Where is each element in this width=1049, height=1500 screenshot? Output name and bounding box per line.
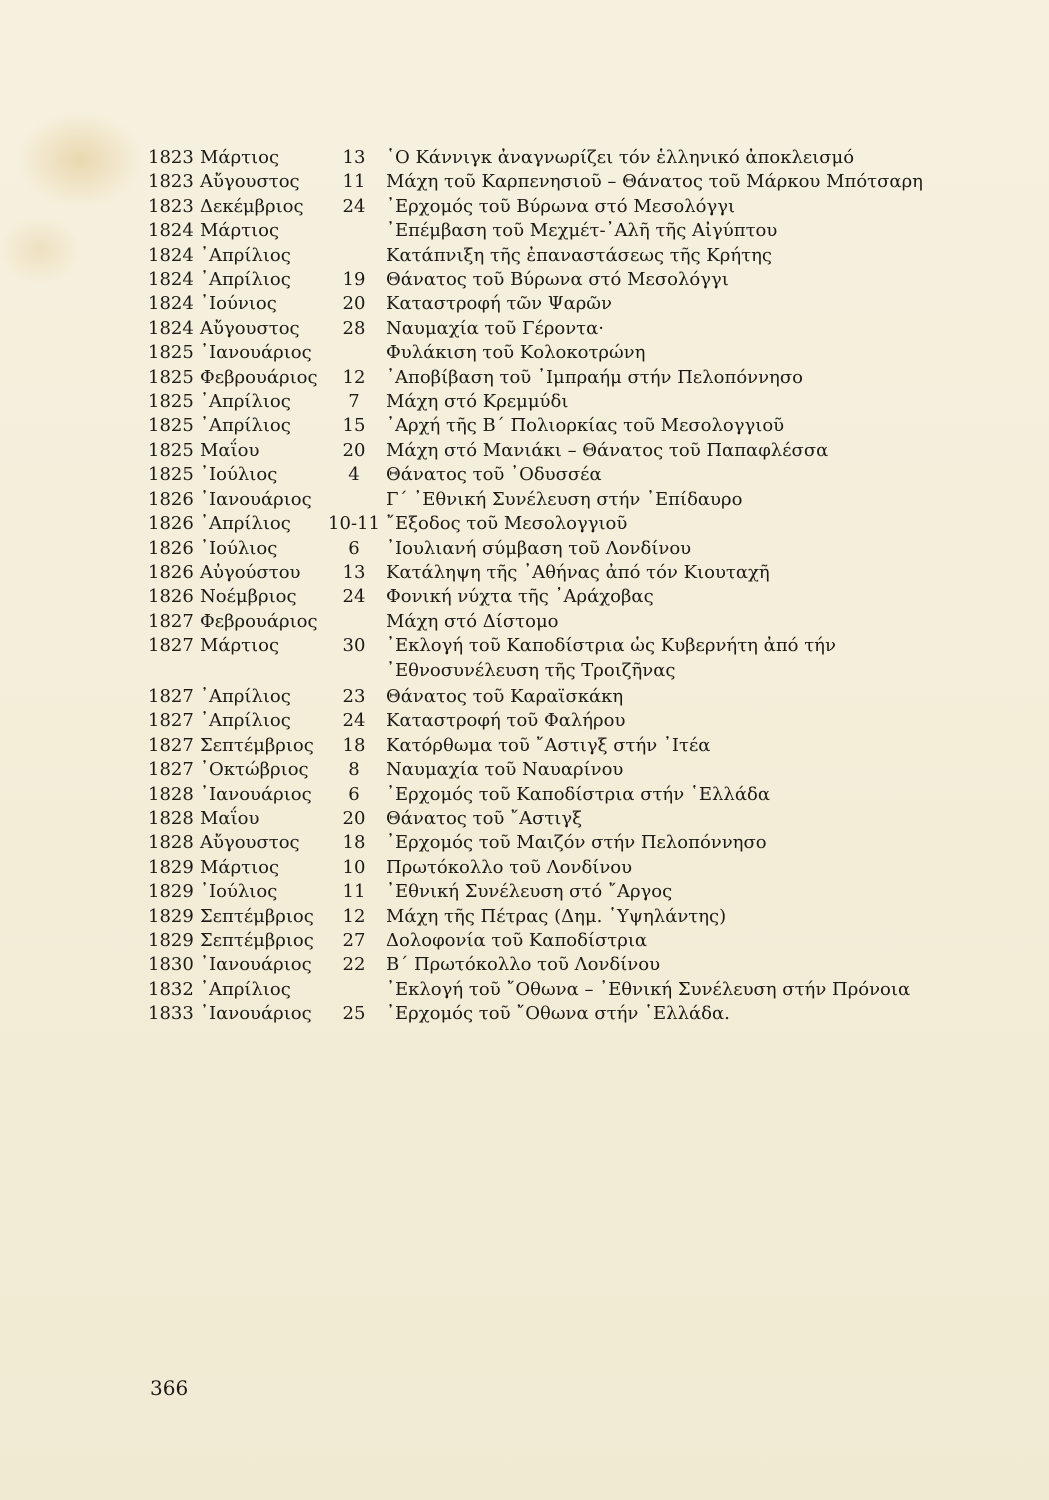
entry-year: 1823 [148,171,194,193]
entry-month: ᾿Ιανουάριος [200,488,312,510]
entry-month: Φεβρουάριος [200,610,318,632]
chronology-entry [148,146,1008,170]
entry-year: 1832 [148,978,194,1000]
entry-month: ᾿Απρίλιος [200,978,291,1000]
entry-month: Μάρτιος [200,220,280,242]
entry-year: 1825 [148,342,194,364]
entry-month: ᾿Απρίλιος [200,269,291,291]
entry-year: 1827 [148,710,194,732]
entry-event-line: Πρωτόκολλο τοῦ Λονδίνου [386,856,633,878]
entry-month: ᾿Ιανουάριος [200,342,312,364]
entry-event-line: ᾿Εθνική Συνέλευση στό ῎Αργος [386,881,673,903]
entry-month: ᾿Ιανουάριος [200,1003,312,1025]
entry-month: Σεπτέμβριος [200,930,314,951]
entry-event-line: Θάνατος τοῦ Βύρωνα στό Μεσολόγγι [386,269,729,291]
entry-event [386,463,1008,487]
entry-day: 23 [342,685,366,707]
chronology-entry [148,512,1008,536]
entry-day: 15 [342,415,366,437]
entry-year: 1824 [148,293,194,315]
entry-day: 24 [342,586,366,608]
chronology-entry [148,195,1008,219]
entry-month: Μάρτιος [200,147,280,168]
entry-event [386,734,1008,758]
entry-month: Αὔγουστος [200,317,300,339]
entry-event [386,195,1008,219]
entry-year: 1823 [148,195,194,217]
entry-event [386,488,1008,512]
chronology-entry [148,537,1008,561]
entry-day: 25 [342,1003,366,1025]
entry-event-line: ῎Εξοδος τοῦ Μεσολογγιοῦ [386,513,628,535]
entry-event-line: Ναυμαχία τοῦ Γέροντα· [386,317,605,339]
entry-event-line: Φυλάκιση τοῦ Κολοκοτρώνη [386,342,646,364]
entry-day: 24 [342,195,366,217]
entry-month: ᾿Οκτώβριος [200,759,309,781]
entry-event-line: Μάχη στό Δίστομο [386,610,559,632]
entry-year: 1829 [148,856,194,878]
entry-month: ᾿Ιούνιος [200,293,277,315]
entry-event-line: Δολοφονία τοῦ Καποδίστρια [386,930,648,951]
entry-year: 1826 [148,488,194,510]
chronology-entry [148,561,1008,585]
entry-event-line: Ναυμαχία τοῦ Ναυαρίνου [386,759,624,781]
entry-month: Μαΐου [200,439,260,461]
entry-month: Αὔγουστος [200,832,300,854]
page-number: 366 [150,1376,189,1400]
chronology-entry [148,953,1008,977]
entry-day: 22 [342,954,366,976]
chronology-entry [148,268,1008,292]
entry-event-line: ᾿Ερχομός τοῦ ῎Οθωνα στήν ῾Ελλάδα. [386,1003,730,1025]
entry-event [386,880,1008,904]
entry-year: 1827 [148,610,194,632]
entry-month: ᾿Ιανουάριος [200,954,312,976]
entry-day: 20 [342,807,366,829]
entry-day: 11 [342,171,366,193]
entry-day: 20 [342,439,366,461]
entry-day: 24 [342,710,366,732]
entry-event-line: Κατάπνιξη τῆς ἐπαναστάσεως τῆς Κρήτης [386,244,772,266]
entry-event-line: Θάνατος τοῦ Καραϊσκάκη [386,685,624,707]
entry-event [386,856,1008,880]
entry-month: Φεβρουάριος [200,366,318,388]
chronology-entry [148,831,1008,855]
chronology-entry [148,610,1008,634]
entry-event-line: Καταστροφή τοῦ Φαλήρου [386,710,626,732]
chronology-entry [148,685,1008,709]
entry-event [386,439,1008,463]
entry-day: 18 [342,832,366,854]
entry-day: 7 [348,391,360,413]
entry-month: Σεπτέμβριος [200,734,314,756]
entry-month: Μάρτιος [200,856,280,878]
entry-event-line: Θάνατος τοῦ ῎Αστιγξ [386,807,583,829]
chronology-entry [148,634,1008,683]
entry-event [386,807,1008,831]
chronology-entry [148,807,1008,831]
entry-event [386,585,1008,609]
entry-month: ᾿Απρίλιος [200,513,291,535]
entry-event [386,268,1008,292]
entry-event-line: ᾿Εκλογή τοῦ Καποδίστρια ὡς Κυβερνήτη ἀπό τήν [386,635,836,657]
entry-event [386,978,1008,1002]
entry-event-line: Γ΄ ᾿Εθνική Συνέλευση στήν ᾿Επίδαυρο [386,488,743,510]
chronology-entry [148,170,1008,194]
entry-event [386,783,1008,807]
entry-month: ᾿Ιανουάριος [200,783,312,805]
entry-year: 1823 [148,147,194,168]
entry-year: 1826 [148,561,194,583]
entry-event-line: ῾Ο Κάννιγκ ἀναγνωρίζει τόν ἑλληνικό ἀποκλεισμό [386,147,855,168]
chronology-entry [148,709,1008,733]
entry-event-line: Β΄ Πρωτόκολλο τοῦ Λονδίνου [386,954,661,976]
entry-event-line: ᾿Ερχομός τοῦ Βύρωνα στό Μεσολόγγι [386,195,736,217]
chronology-entry [148,1002,1008,1026]
entry-event [386,1002,1008,1026]
entry-event [386,146,1008,170]
entry-day: 13 [342,561,366,583]
entry-month: Δεκέμβριος [200,195,304,217]
chronology-entry [148,929,1008,953]
entry-year: 1829 [148,905,194,927]
entry-month: Αὐγούστου [200,561,301,583]
entry-year: 1830 [148,954,194,976]
entry-event-line: Μάχη τοῦ Καρπενησιοῦ – Θάνατος τοῦ Μάρκου Μπότσαρη [386,171,923,193]
entry-event-line: ᾿Ιουλιανή σύμβαση τοῦ Λονδίνου [386,537,692,559]
entry-event-line: ᾿Εθνοσυνέλευση τῆς Τροιζῆνας [386,659,676,681]
entry-year: 1828 [148,832,194,854]
chronology-entry [148,439,1008,463]
entry-event [386,414,1008,438]
entry-event-line: ᾿Εκλογή τοῦ ῎Οθωνα – ᾿Εθνική Συνέλευση στήν Πρόνοια [386,978,911,1000]
entry-event [386,512,1008,536]
entry-event-line: ᾿Ερχομός τοῦ Καποδίστρια στήν ῾Ελλάδα [386,783,770,805]
entry-month: Μαΐου [200,807,260,829]
entry-month: ᾿Ιούλιος [200,464,278,486]
chronology-entry [148,463,1008,487]
chronology-entry [148,488,1008,512]
entry-event [386,219,1008,243]
chronology-entry [148,219,1008,243]
entry-year: 1825 [148,391,194,413]
entry-year: 1827 [148,635,194,657]
entry-year: 1825 [148,439,194,461]
entry-event [386,831,1008,855]
entry-day: 28 [342,317,366,339]
chronology-entry [148,783,1008,807]
entry-event [386,929,1008,953]
entry-day: 19 [342,269,366,291]
entry-year: 1829 [148,881,194,903]
entry-year: 1824 [148,220,194,242]
entry-day: 6 [348,537,360,559]
chronology-entry [148,880,1008,904]
entry-month: ᾿Απρίλιος [200,391,291,413]
entry-event-line: ᾿Επέμβαση τοῦ Μεχμέτ-᾿Αλῆ τῆς Αἰγύπτου [386,220,778,242]
chronology-entry [148,758,1008,782]
chronology-entry [148,317,1008,341]
entry-day: 13 [342,147,366,168]
chronology-entry [148,414,1008,438]
entry-event [386,317,1008,341]
entry-day: 20 [342,293,366,315]
chronology-entry [148,978,1008,1002]
entry-event [386,537,1008,561]
entry-event [386,685,1008,709]
entry-year: 1833 [148,1003,194,1025]
entry-day: 11 [342,881,366,903]
entry-year: 1827 [148,759,194,781]
entry-event [386,390,1008,414]
chronology-entry [148,292,1008,316]
entry-year: 1824 [148,244,194,266]
entry-month: ᾿Ιούλιος [200,537,278,559]
entry-day: 27 [342,930,366,951]
entry-event [386,244,1008,268]
chronology-entry [148,585,1008,609]
entry-year: 1827 [148,734,194,756]
entry-day: 6 [348,783,360,805]
entry-month: Μάρτιος [200,635,280,657]
chronology-entry [148,341,1008,365]
entry-year: 1826 [148,586,194,608]
entry-event [386,758,1008,782]
entry-year: 1826 [148,513,194,535]
entry-event-line: Φονική νύχτα τῆς ᾿Αράχοβας [386,586,654,608]
entry-event-line: Μάχη τῆς Πέτρας (Δημ. ῾Υψηλάντης) [386,905,727,927]
entry-day: 12 [342,366,366,388]
entry-event [386,341,1008,365]
entry-month: Σεπτέμβριος [200,905,314,927]
entry-year: 1825 [148,366,194,388]
entry-year: 1827 [148,685,194,707]
entry-month: ᾿Απρίλιος [200,415,291,437]
chronology-entry [148,905,1008,929]
entry-year: 1824 [148,269,194,291]
entry-year: 1825 [148,415,194,437]
chronology-entry [148,244,1008,268]
entry-event [386,709,1008,733]
entry-event-line: Θάνατος τοῦ ᾿Οδυσσέα [386,464,602,486]
entry-year: 1828 [148,807,194,829]
entry-month: Αὔγουστος [200,171,300,193]
entry-month: ᾿Απρίλιος [200,710,291,732]
entry-day: 10-11 [328,513,380,535]
entry-event [386,953,1008,977]
entry-day: 30 [342,635,366,657]
chronology-entry [148,734,1008,758]
entry-event-line: Κατόρθωμα τοῦ ῎Αστιγξ στήν ᾿Ιτέα [386,734,711,756]
entry-event-line: Κατάληψη τῆς ᾿Αθήνας ἀπό τόν Κιουταχῆ [386,561,770,583]
entry-year: 1829 [148,930,194,951]
entry-event [386,292,1008,316]
entry-event-line: Καταστροφή τῶν Ψαρῶν [386,293,612,315]
entry-year: 1825 [148,464,194,486]
entry-event [386,905,1008,929]
chronology-entry [148,856,1008,880]
entry-event-line: Μάχη στό Μανιάκι – Θάνατος τοῦ Παπαφλέσσα [386,439,829,461]
entry-event-line: ᾿Αρχή τῆς Β΄ Πολιορκίας τοῦ Μεσολογγιοῦ [386,415,785,437]
chronology-entry [148,390,1008,414]
entry-day: 4 [348,464,360,486]
entry-day: 12 [342,905,366,927]
entry-day: 8 [348,759,360,781]
entry-event-line: ᾿Ερχομός τοῦ Μαιζόν στήν Πελοπόννησο [386,832,767,854]
chronology-list [148,146,1008,1027]
entry-year: 1826 [148,537,194,559]
entry-event [386,610,1008,634]
entry-day: 10 [342,856,366,878]
chronology-entry [148,366,1008,390]
entry-event [386,634,1008,683]
entry-event [386,366,1008,390]
entry-day: 18 [342,734,366,756]
entry-month: ᾿Απρίλιος [200,685,291,707]
entry-event-line: ᾿Αποβίβαση τοῦ ᾿Ιμπραήμ στήν Πελοπόννησο [386,366,803,388]
entry-year: 1824 [148,317,194,339]
entry-event [386,170,1008,194]
entry-event-line: Μάχη στό Κρεμμύδι [386,391,569,413]
entry-month: Νοέμβριος [200,586,297,608]
entry-month: ᾿Απρίλιος [200,244,291,266]
entry-month: ᾿Ιούλιος [200,881,278,903]
entry-year: 1828 [148,783,194,805]
entry-event [386,561,1008,585]
